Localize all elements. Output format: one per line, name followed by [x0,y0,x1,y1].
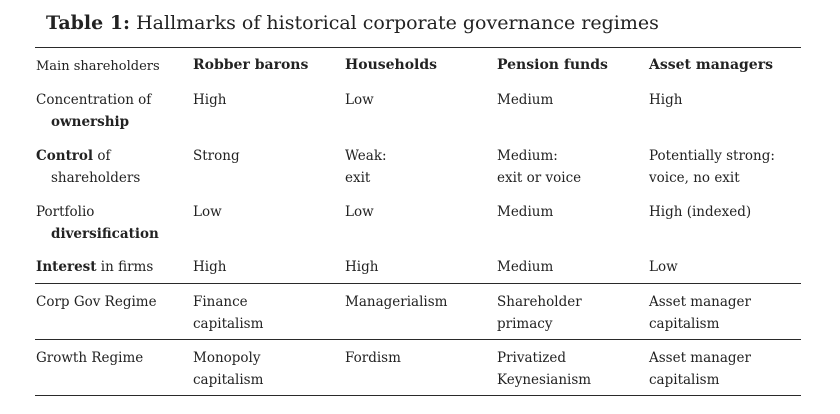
column-header-households: Households [345,57,438,73]
table-cell [193,145,240,167]
cell-text: capitalism [193,316,264,332]
table-cell [193,291,263,335]
row-label-line [36,256,153,278]
cell-text: capitalism [649,316,720,332]
row-label-line [36,145,140,167]
cell-text: Shareholder [497,294,582,310]
row-label-control [36,145,140,189]
table-mid-rule [35,283,801,284]
row-label-line: Portfolio [36,204,95,220]
cell-text: Fordism [345,350,401,366]
table-cell [497,145,581,189]
header-row-label: Main shareholders [36,59,160,74]
row-label-emphasis: diversification [51,226,159,242]
table-top-rule [35,47,801,48]
row-label-rest: of [93,148,111,164]
table-cell [345,256,378,278]
row-label-emphasis: Control [36,148,94,164]
row-label-line: Growth Regime [36,350,144,366]
table-mid-rule [35,339,801,340]
cell-text: Potentially strong: [649,148,775,164]
column-header-pension-funds: Pension funds [497,57,608,73]
row-label-rest: in firms [96,259,154,275]
cell-text: Medium [497,92,554,108]
table-cell [193,347,263,391]
column-header-robber-barons: Robber barons [193,57,309,73]
cell-text: Finance [193,294,248,310]
cell-text: Weak: [345,148,387,164]
cell-text: Asset manager [649,294,751,310]
row-label-diversification [36,201,159,245]
table-cell [193,201,222,223]
row-label-emphasis: Interest [36,259,97,275]
table-cell [345,291,447,313]
table-bottom-rule [35,395,801,396]
row-label-interest [36,256,153,278]
cell-text: voice, no exit [649,170,740,186]
caption-title: Hallmarks of historical corporate governance regimes [130,12,659,34]
table-cell [649,201,751,223]
cell-text: High (indexed) [649,204,752,220]
cell-text: exit or voice [497,170,582,186]
row-label-line: shareholders [51,170,141,186]
column-header-asset-managers: Asset managers [649,57,773,73]
table-cell [193,89,226,111]
row-label-corp-gov-regime [36,291,157,313]
table-cell [649,256,678,278]
cell-text: High [193,92,227,108]
row-label-concentration [36,89,151,133]
table-cell [649,145,775,189]
table-cell [193,256,226,278]
cell-text: Asset manager [649,350,751,366]
cell-text: Monopoly [193,350,261,366]
cell-text: Managerialism [345,294,448,310]
table-caption [46,12,659,34]
table-cell [497,201,553,223]
cell-text: Low [193,204,222,220]
cell-text: Medium [497,259,554,275]
table-cell [497,291,582,335]
cell-text: High [649,92,683,108]
cell-text: primacy [497,316,553,332]
table-cell [345,89,374,111]
cell-text: High [193,259,227,275]
cell-text: Privatized [497,350,567,366]
cell-text: Strong [193,148,240,164]
table-cell [497,89,553,111]
cell-text: Low [345,204,374,220]
table-cell [345,201,374,223]
table-cell [649,347,751,391]
row-label-line: Concentration of [36,92,152,108]
cell-text: High [345,259,379,275]
row-label-growth-regime [36,347,143,369]
cell-text: Medium [497,204,554,220]
cell-text: capitalism [649,372,720,388]
cell-text: exit [345,170,371,186]
table-cell [345,347,401,369]
row-label-line: Corp Gov Regime [36,294,157,310]
cell-text: Medium: [497,148,558,164]
table-cell [497,347,591,391]
table-cell [497,256,553,278]
caption-label: Table 1: [46,12,131,34]
cell-text: Low [345,92,374,108]
cell-text: Low [649,259,678,275]
table-cell [649,89,682,111]
cell-text: Keynesianism [497,372,592,388]
table-cell [345,145,387,189]
table-cell [649,291,751,335]
cell-text: capitalism [193,372,264,388]
row-label-emphasis: ownership [51,114,130,130]
